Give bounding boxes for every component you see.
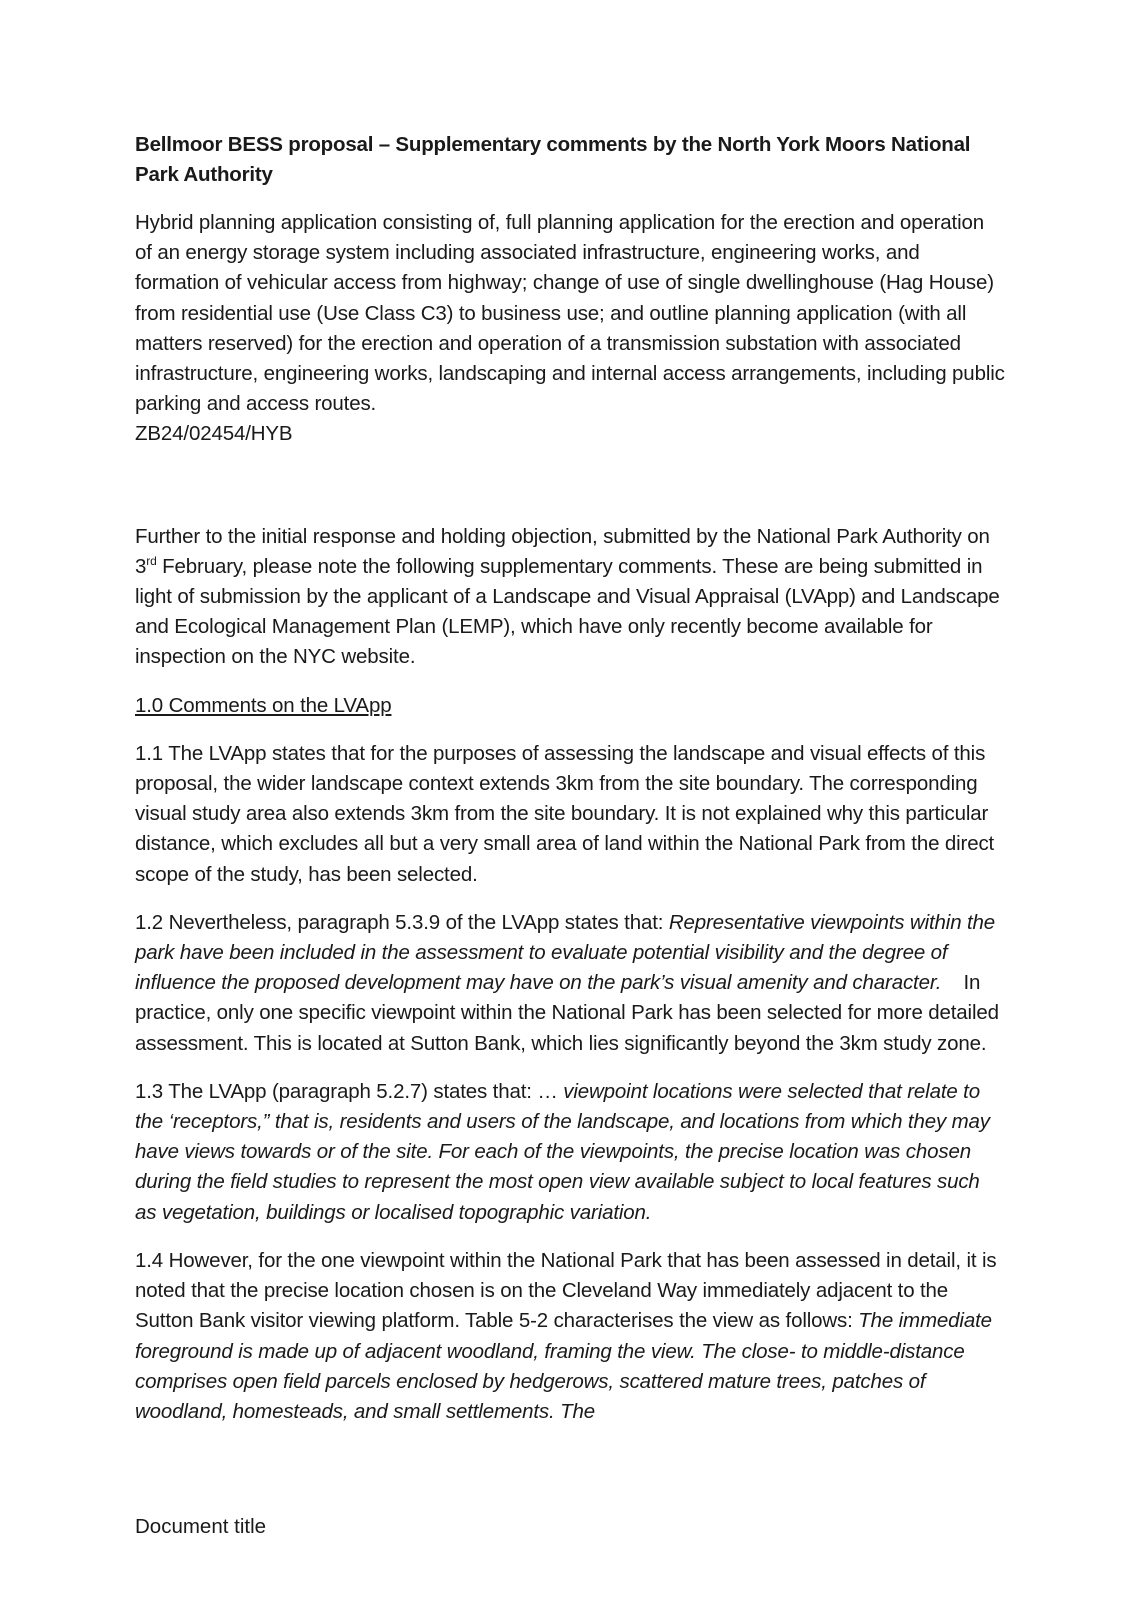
intro-text-end: February, please note the following supplementary comments. These are being submitted in light of submission by the applicant of a Landscape and Visual Appraisal (LVApp) and Landscape and Ecological Management Plan (LEMP), which have only recently become available for inspection on the NYC website.	[135, 554, 1000, 669]
paragraph-1-3-lead: 1.3 The LVApp (paragraph 5.2.7) states that: …	[135, 1079, 564, 1103]
paragraph-1-1: 1.1 The LVApp states that for the purposes of assessing the landscape and visual effects of this proposal, the wider landscape context extends 3km from the site boundary. The corresponding visual study area also extends 3km from the site boundary. It is not explained why this particular distance, which excludes all but a very small area of land within the National Park from the direct scope of the study, has been selected.	[135, 741, 995, 886]
paragraph-1-4-quote: The immediate foreground is made up of adjacent woodland, framing the view. The close- to middle-distance comprises open field parcels enclosed by hedgerows, scattered mature trees, patches of woodland, homesteads, and small settlements. The	[135, 1309, 992, 1423]
paragraph-1-4	[135, 1246, 1005, 1427]
page-footer: Document title	[135, 1515, 267, 1538]
paragraph-1-4-lead: 1.4 However, for the one viewpoint within the National Park that has been assessed in detail, it is noted that the precise location chosen is on the Cleveland Way immediately adjacent to the Sutton Bank visitor viewing platform. Table 5-2 characterises the view as follows:	[135, 1248, 997, 1333]
document-page	[135, 130, 1005, 1427]
application-description	[135, 208, 1005, 450]
paragraph-1-2	[135, 908, 1005, 1059]
section-heading: 1.0 Comments on the LVApp	[135, 693, 392, 717]
paragraph-1-2-quote: Representative viewpoints within the park have been included in the assessment to evaluate potential visibility and the degree of influence the proposed development may have on the park’s visual amenity and character.	[135, 910, 996, 995]
paragraph-1-2-rest: In practice, only one specific viewpoint within the National Park has been selected for more detailed assessment. This is located at Sutton Bank, which lies significantly beyond the 3km study zone.	[135, 971, 1005, 1055]
intro-text-start: Further to the initial response and holding objection, submitted by the National Park Authority on 3	[135, 524, 990, 578]
intro-paragraph	[135, 522, 1005, 673]
application-description-text: Hybrid planning application consisting of, full planning application for the erection and operation of an energy storage system including associated infrastructure, engineering works, and formation of vehicular access from highway; change of use of single dwellinghouse (Hag House) from residential use (Use Class C3) to business use; and outline planning application (with all matters reserved) for the erection and operation of a transmission substation with associated infrastructure, engineering works, landscaping and internal access arrangements, including public parking and access routes.	[135, 211, 1005, 416]
paragraph-1-3-quote: viewpoint locations were selected that relate to the ‘receptors,” that is, residents and users of the landscape, and locations from which they may have views towards or of the site. For each of the viewpoints, the precise location was chosen during the field studies to represent the most open view available subject to local features such as vegetation, buildings or localised topographic variation.	[135, 1079, 990, 1224]
document-title: Bellmoor BESS proposal – Supplementary comments by the North York Moors National Park Authority	[135, 133, 971, 186]
paragraph-1-2-lead: 1.2 Nevertheless, paragraph 5.3.9 of the LVApp states that:	[135, 910, 669, 934]
paragraph-1-3	[135, 1077, 1005, 1228]
application-reference: ZB24/02454/HYB	[135, 422, 293, 446]
date-ordinal-suffix: rd	[146, 554, 157, 568]
